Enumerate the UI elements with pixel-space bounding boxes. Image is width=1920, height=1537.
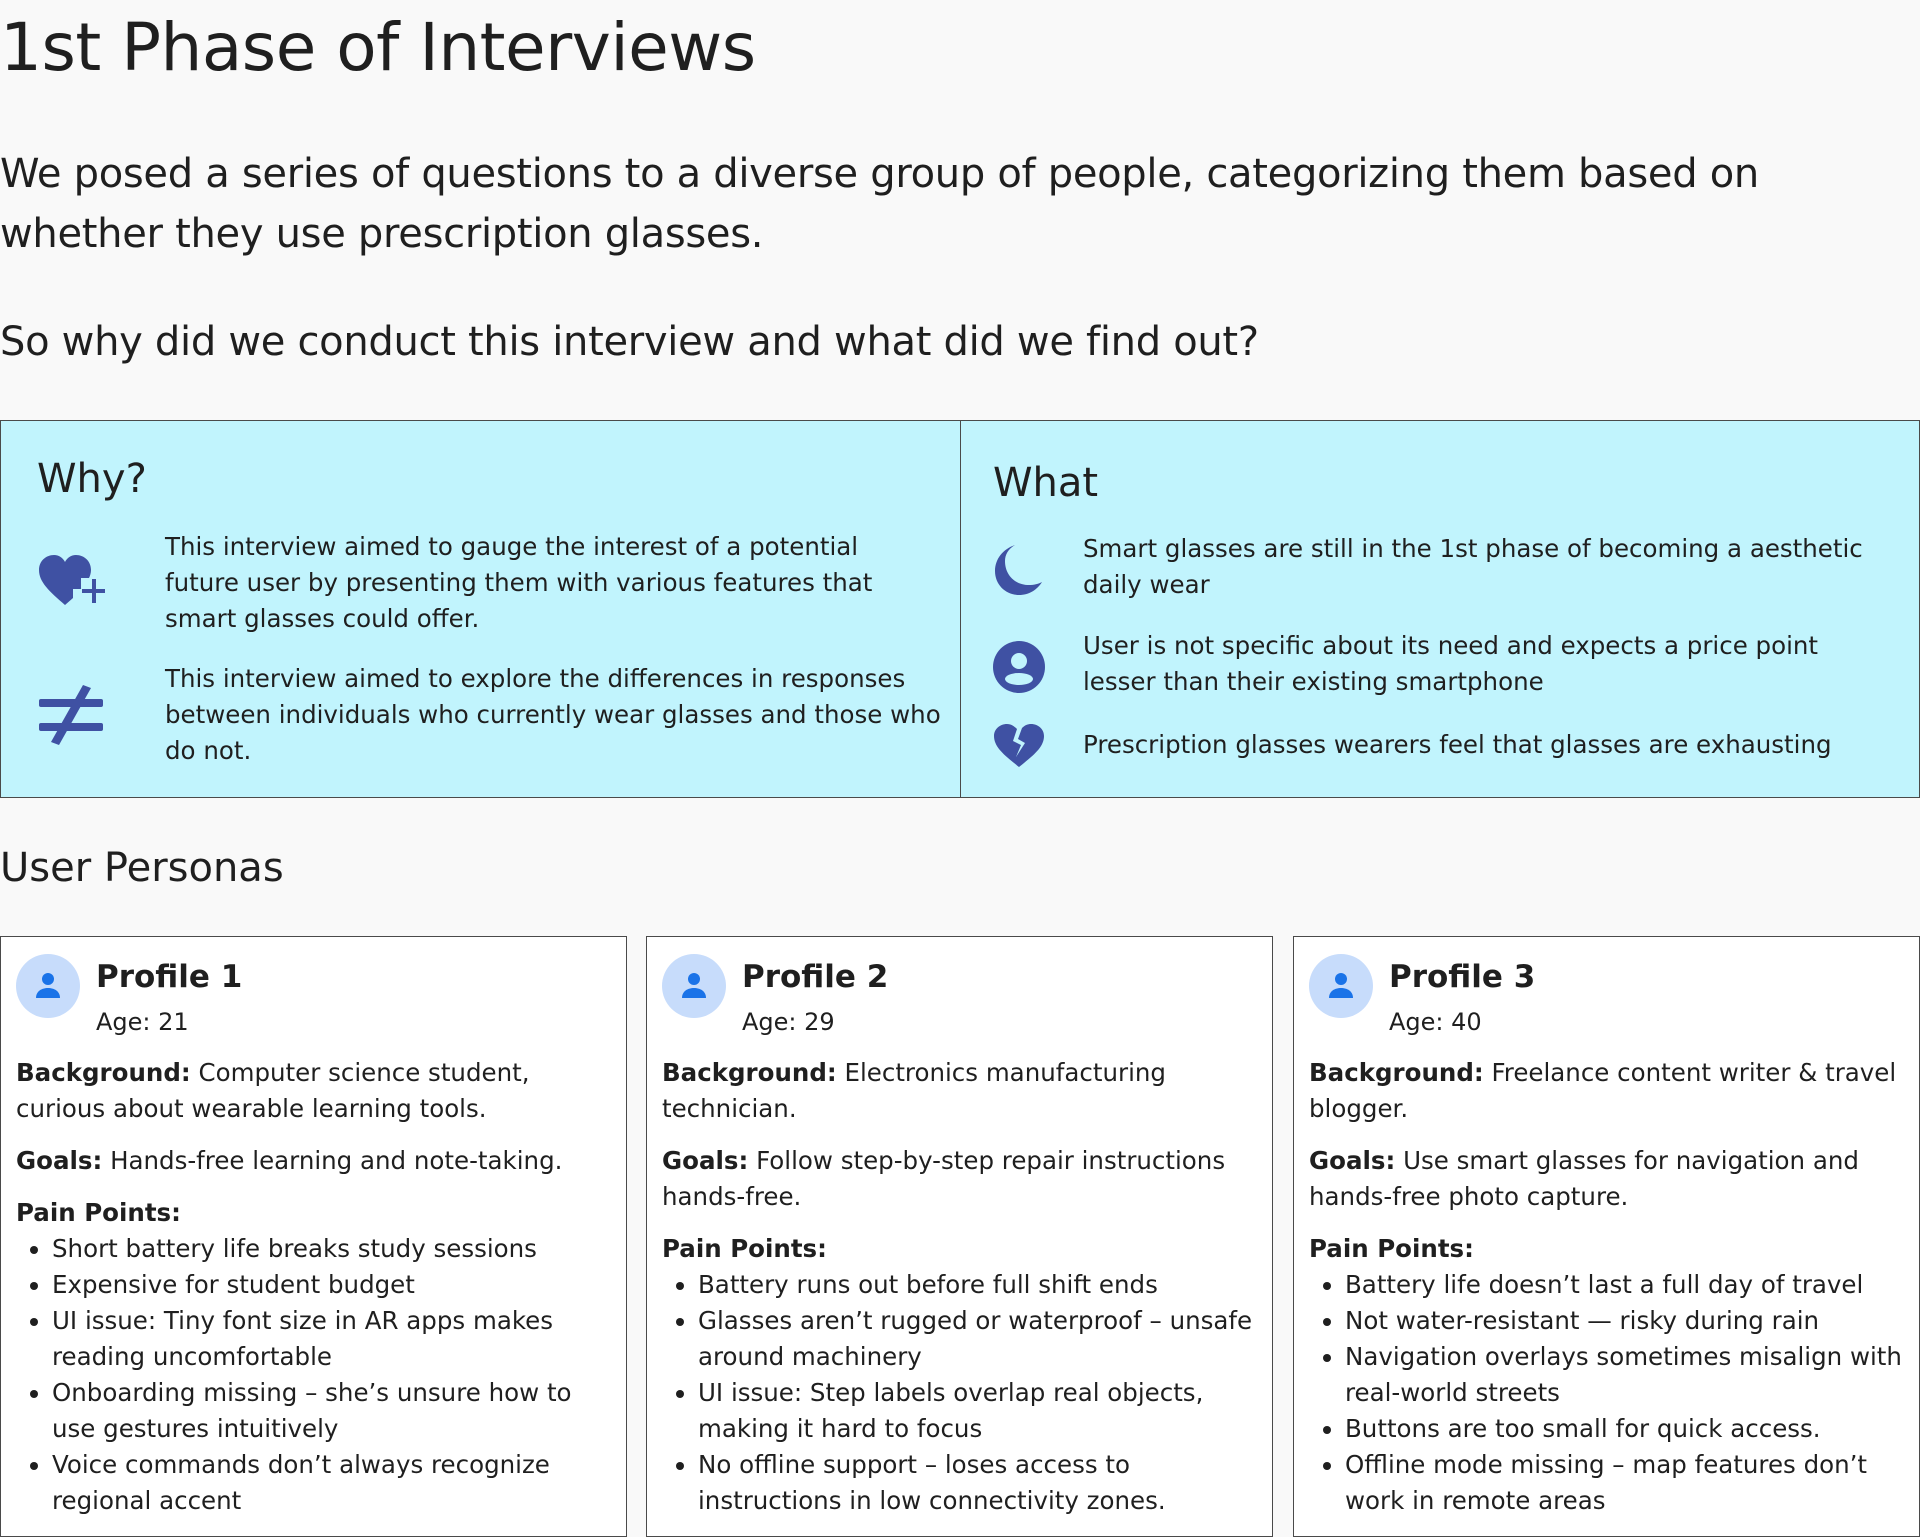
profile-card-1 bbox=[0, 936, 627, 1537]
avatar bbox=[1309, 954, 1373, 1018]
intro-text: We posed a series of questions to a diverse group of people, categorizing them based on whether they use prescription glasses. bbox=[0, 151, 1759, 257]
list-item: • Short battery life breaks study sessions bbox=[52, 1231, 611, 1267]
list-item: • Battery life doesn’t last a full day of travel bbox=[1345, 1267, 1904, 1303]
pain-points-label: Pain Points: bbox=[662, 1234, 827, 1263]
list-item: • Expensive for student budget bbox=[52, 1267, 611, 1303]
moon-icon bbox=[991, 543, 1045, 597]
list-item: • Onboarding missing – she’s unsure how to use gestures intuitively bbox=[52, 1375, 611, 1447]
avatar bbox=[16, 954, 80, 1018]
what-panel bbox=[960, 420, 1920, 798]
what-item-2-text: User is not specific about its need and expects a price point lesser than their existing smartphone bbox=[1083, 631, 1819, 696]
list-item: • Offline mode missing – map features don’t work in remote areas bbox=[1345, 1447, 1904, 1519]
heart-plus-icon bbox=[37, 553, 105, 609]
person-icon bbox=[682, 972, 706, 1000]
why-panel bbox=[0, 420, 961, 798]
list-item: • UI issue: Tiny font size in AR apps makes reading uncomfortable bbox=[52, 1303, 611, 1375]
avatar bbox=[662, 954, 726, 1018]
question-text: So why did we conduct this interview and what did we find out? bbox=[0, 319, 1259, 365]
profile-name: Profile 2 bbox=[742, 959, 889, 995]
pain-points-label: Pain Points: bbox=[16, 1198, 181, 1227]
what-title: What bbox=[993, 460, 1099, 506]
what-item-1-text: Smart glasses are still in the 1st phase of becoming a aesthetic daily wear bbox=[1083, 534, 1863, 599]
list-item: • UI issue: Step labels overlap real objects, making it hard to focus bbox=[698, 1375, 1257, 1447]
list-item: • Glasses aren’t rugged or waterproof – unsafe around machinery bbox=[698, 1303, 1257, 1375]
personas-title: User Personas bbox=[0, 845, 284, 891]
profile-name: Profile 3 bbox=[1389, 959, 1536, 995]
user-circle-icon bbox=[993, 641, 1045, 693]
page-title: 1st Phase of Interviews bbox=[0, 9, 756, 86]
person-icon bbox=[36, 972, 60, 1000]
list-item: • No offline support – loses access to instructions in low connectivity zones. bbox=[698, 1447, 1257, 1519]
list-item: • Voice commands don’t always recognize regional accent bbox=[52, 1447, 611, 1519]
why-title: Why? bbox=[37, 456, 147, 502]
profile-card-2 bbox=[646, 936, 1273, 1537]
list-item: • Buttons are too small for quick access. bbox=[1345, 1411, 1904, 1447]
profile-goals: Goals: Use smart glasses for navigation and hands-free photo capture. bbox=[1309, 1146, 1859, 1211]
profile-background: Background: Computer science student, curious about wearable learning tools. bbox=[16, 1058, 530, 1123]
pain-points-list bbox=[662, 1267, 1257, 1519]
profile-name: Profile 1 bbox=[96, 959, 243, 995]
what-item-3-text: Prescription glasses wearers feel that glasses are exhausting bbox=[1083, 730, 1832, 759]
profile-background: Background: Electronics manufacturing technician. bbox=[662, 1058, 1166, 1123]
profile-goals: Goals: Follow step-by-step repair instructions hands-free. bbox=[662, 1146, 1226, 1211]
not-equal-icon bbox=[37, 683, 105, 747]
broken-heart-icon bbox=[993, 723, 1045, 769]
profile-age: Age: 29 bbox=[742, 1008, 835, 1036]
person-icon bbox=[1329, 972, 1353, 1000]
pain-points-label: Pain Points: bbox=[1309, 1234, 1474, 1263]
profile-age: Age: 40 bbox=[1389, 1008, 1482, 1036]
list-item: • Navigation overlays sometimes misalign with real-world streets bbox=[1345, 1339, 1904, 1411]
why-item-1-text: This interview aimed to gauge the interest of a potential future user by presenting them with various features that smart glasses could offer. bbox=[165, 532, 873, 633]
profile-card-3 bbox=[1293, 936, 1920, 1537]
profile-goals: Goals: Hands-free learning and note-taking. bbox=[16, 1146, 563, 1175]
profile-background: Background: Freelance content writer & travel blogger. bbox=[1309, 1058, 1897, 1123]
list-item: • Not water-resistant — risky during rain bbox=[1345, 1303, 1904, 1339]
list-item: • Battery runs out before full shift ends bbox=[698, 1267, 1257, 1303]
why-item-2-text: This interview aimed to explore the differences in responses between individuals who currently wear glasses and those who do not. bbox=[165, 664, 941, 765]
pain-points-list bbox=[16, 1231, 611, 1519]
pain-points-list bbox=[1309, 1267, 1904, 1519]
profile-age: Age: 21 bbox=[96, 1008, 189, 1036]
